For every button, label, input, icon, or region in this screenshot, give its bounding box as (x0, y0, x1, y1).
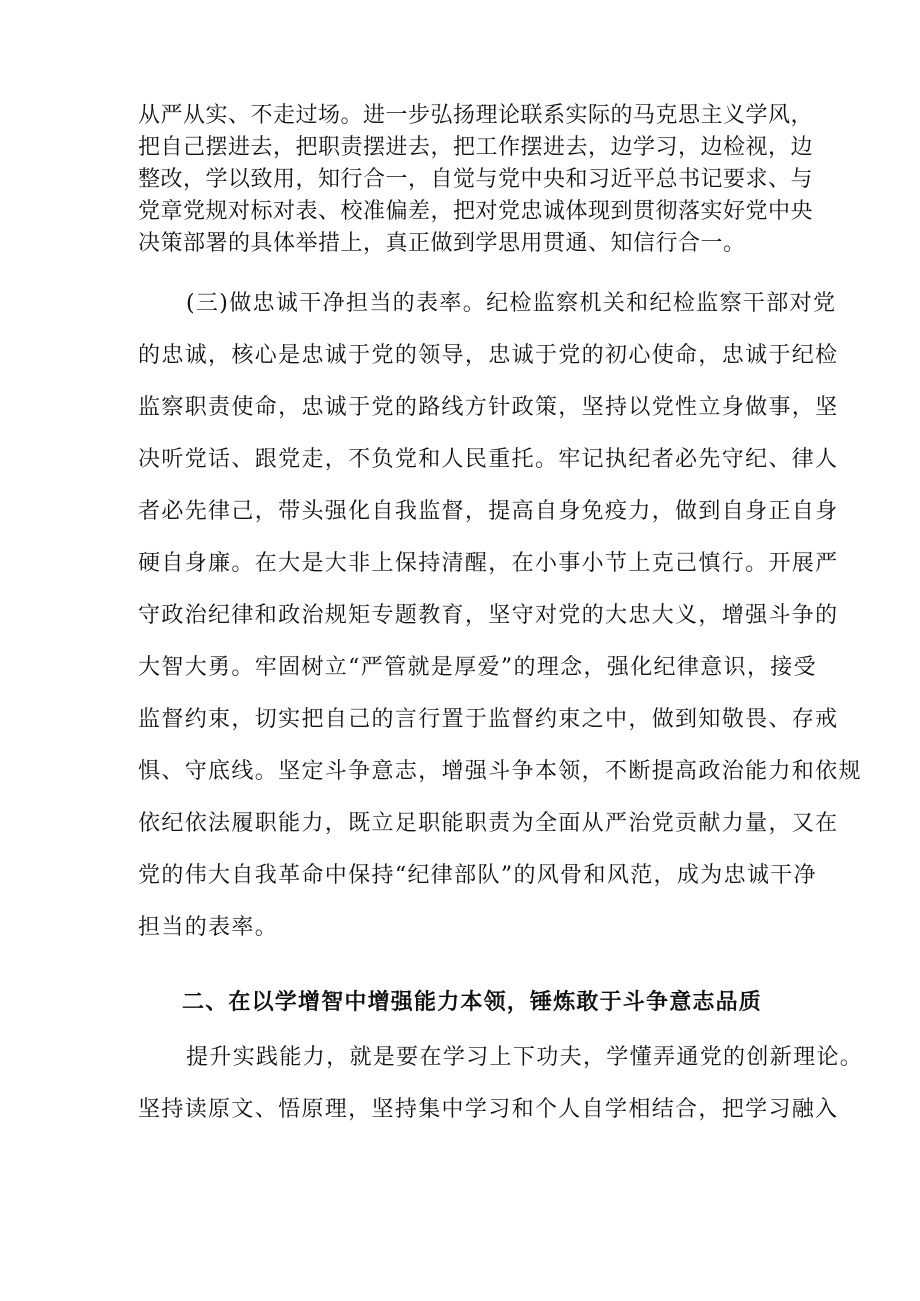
paragraph-3-line-1: 提升实践能力，就是要在学习上下功夫，学懂弄通党的创新理论。 (186, 1045, 864, 1070)
section-heading: 二、在以学增智中增强能力本领，锤炼敢于斗争意志品质 (182, 989, 763, 1015)
paragraph-2-line-4: 决听党话、跟党走，不负党和人民重托。牢记执纪者必先守纪、律人 (138, 447, 839, 472)
paragraph-2-line-7: 守政治纪律和政治规矩专题教育，坚守对党的大忠大义，增强斗争的 (138, 603, 839, 628)
paragraph-2-line-2: 的忠诚，核心是忠诚于党的领导，忠诚于党的初心使命，忠诚于纪检 (138, 343, 839, 368)
paragraph-2-line-8: 大智大勇。牢固树立“严管就是厚爱”的理念，强化纪律意识，接受 (138, 655, 817, 680)
paragraph-2-line-11: 依纪依法履职能力，既立足职能职责为全面从严治党贡献力量，又在 (138, 811, 839, 836)
paragraph-1-line-1: 从严从实、不走过场。进一步弘扬理论联系实际的马克思主义学风， (138, 103, 814, 128)
paragraph-2-line-6: 硬自身廉。在大是大非上保持清醒，在小事小节上克己慎行。开展严 (138, 551, 839, 576)
paragraph-2-line-1: (三)做忠诚干净担当的表率。纪检监察机关和纪检监察干部对党 (186, 291, 837, 316)
paragraph-3-line-2: 坚持读原文、悟原理，坚持集中学习和个人自学相结合，把学习融入 (138, 1097, 839, 1122)
paragraph-2-line-13: 担当的表率。 (138, 915, 279, 940)
paragraph-1-line-3: 整改，学以致用，知行合一，自觉与党中央和习近平总书记要求、与 (138, 167, 814, 192)
paragraph-2-line-10: 惧、守底线。坚定斗争意志，增强斗争本领，不断提高政治能力和依规 (138, 759, 862, 784)
paragraph-1-line-2: 把自己摆进去，把职责摆进去，把工作摆进去，边学习，边检视，边 (138, 135, 814, 160)
paragraph-2-line-5: 者必先律己，带头强化自我监督，提高自身免疫力，做到自身正自身 (138, 499, 839, 524)
paragraph-2-line-12: 党的伟大自我革命中保持“纪律部队”的风骨和风范，成为忠诚干净 (138, 863, 817, 888)
paragraph-2-line-3: 监察职责使命，忠诚于党的路线方针政策，坚持以党性立身做事，坚 (138, 395, 839, 420)
paragraph-1-line-4: 党章党规对标对表、校准偏差，把对党忠诚体现到贯彻落实好党中央 (138, 199, 814, 224)
paragraph-2-line-9: 监督约束，切实把自己的言行置于监督约束之中，做到知敬畏、存戒 (138, 707, 839, 732)
paragraph-1-line-5: 决策部署的具体举措上，真正做到学思用贯通、知信行合一。 (138, 231, 746, 256)
